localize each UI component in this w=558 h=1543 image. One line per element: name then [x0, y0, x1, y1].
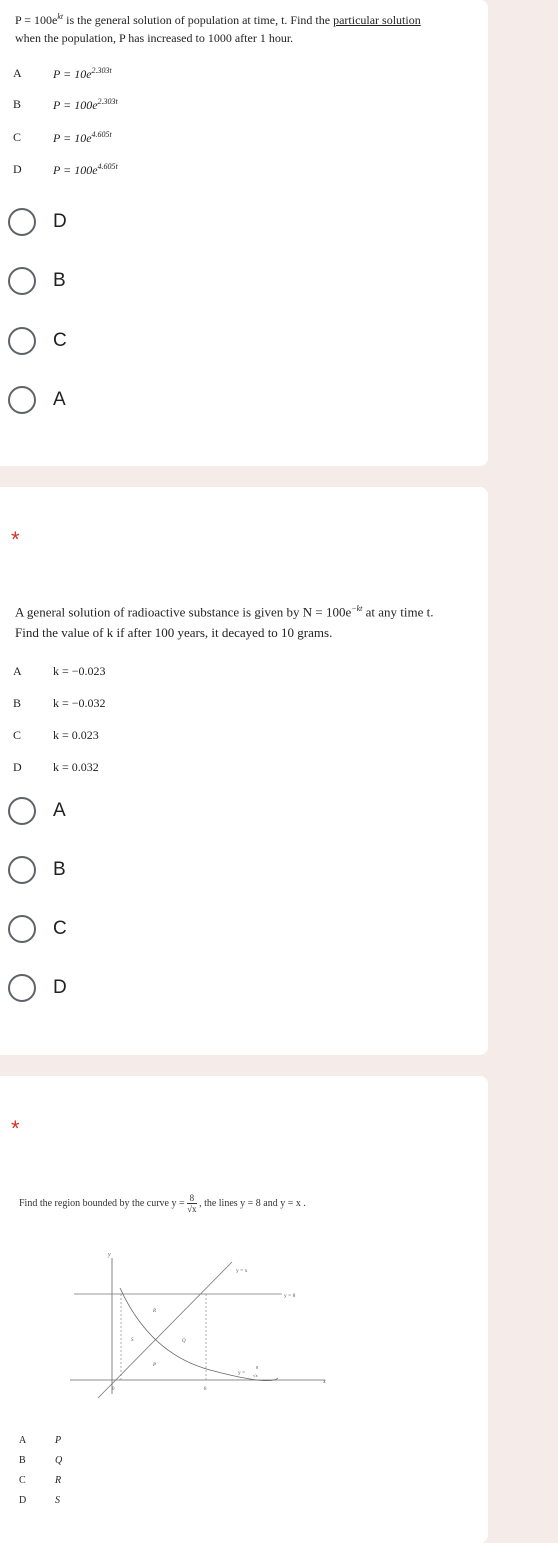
x-axis-label: x	[323, 1379, 326, 1385]
radio-circle-icon[interactable]	[8, 856, 36, 884]
option-exponent: 4.605t	[91, 130, 112, 139]
q3-option-d	[19, 1495, 60, 1506]
option-letter: D	[19, 1495, 27, 1506]
q2-radio-d[interactable]	[8, 974, 208, 1006]
option-letter: A	[19, 1435, 27, 1446]
option-value: Q	[55, 1455, 63, 1466]
option-value: k = −0.023	[53, 664, 106, 678]
q1-option-b	[13, 97, 118, 112]
option-exponent: 4.605t	[97, 162, 118, 171]
q1-radio-c[interactable]	[8, 327, 208, 359]
radio-circle-icon[interactable]	[8, 267, 36, 295]
q2-option-a	[13, 664, 106, 679]
q1-radio-d[interactable]	[8, 208, 208, 240]
radio-circle-icon[interactable]	[8, 208, 36, 236]
option-formula: P = 100e	[53, 163, 98, 177]
radio-label[interactable]: C	[53, 918, 67, 939]
option-letter: D	[13, 760, 22, 774]
q1-option-a	[13, 66, 112, 81]
curve-label-denominator: √x	[253, 1373, 258, 1378]
q3-option-b	[19, 1455, 63, 1466]
q3-text-body: Find the region bounded by the curve y =	[19, 1198, 188, 1209]
q1-radio-a[interactable]	[8, 386, 208, 418]
region-label-s: S	[131, 1338, 134, 1343]
question-3-text	[19, 1192, 306, 1216]
radio-circle-icon[interactable]	[8, 915, 36, 943]
q1-exponent: kt	[57, 12, 64, 21]
question-1-text-line2: when the population, P has increased to 1000 after 1 hour.	[15, 31, 294, 45]
hline-label: y = 8	[284, 1293, 296, 1299]
q2-radio-b[interactable]	[8, 856, 208, 888]
option-letter: B	[13, 97, 22, 111]
q1-option-c	[13, 130, 112, 145]
question-card-2	[0, 487, 488, 1055]
option-value: R	[55, 1475, 62, 1486]
region-label-r: R	[153, 1309, 157, 1314]
option-exponent: 2.303t	[97, 97, 118, 106]
q1-radio-b[interactable]	[8, 267, 208, 299]
question-2-text-line2: Find the value of k if after 100 years, it decayed to 10 grams.	[15, 625, 333, 640]
q1-text-body: is the general solution of population at time, t. Find the	[63, 13, 334, 27]
option-value: k = −0.032	[53, 696, 106, 710]
option-value: k = 0.023	[53, 728, 99, 742]
q1-underlined-text: particular solution	[333, 13, 421, 27]
option-value: P	[55, 1435, 62, 1446]
option-letter: D	[13, 162, 22, 176]
option-formula: P = 10e	[53, 131, 92, 145]
region-label-p: P	[153, 1363, 157, 1368]
q2-text-tail: at any time t.	[362, 604, 434, 620]
radio-label[interactable]: C	[53, 330, 67, 351]
curve-label-numerator: 8	[256, 1365, 259, 1370]
radio-circle-icon[interactable]	[8, 327, 36, 355]
q3-fraction-numerator: 8	[187, 1193, 196, 1204]
required-asterisk: *	[11, 1116, 20, 1141]
option-value: k = 0.032	[53, 760, 99, 774]
option-formula: P = 100e	[53, 98, 98, 112]
q3-option-c	[19, 1475, 62, 1486]
option-letter: C	[19, 1475, 26, 1486]
option-letter: A	[13, 664, 22, 678]
option-value: S	[55, 1495, 60, 1506]
radio-label[interactable]: D	[53, 211, 67, 232]
line-y-equals-x	[98, 1262, 232, 1398]
q2-option-d	[13, 760, 99, 775]
question-card-1	[0, 0, 488, 466]
radio-label[interactable]: A	[53, 389, 66, 410]
radio-label[interactable]: B	[53, 270, 66, 291]
q3-fraction-denominator: √x	[187, 1204, 197, 1215]
curve-label: y =	[238, 1370, 246, 1376]
option-letter: B	[19, 1455, 26, 1466]
q2-radio-a[interactable]	[8, 797, 208, 829]
origin-label: 0	[112, 1387, 115, 1392]
radio-label[interactable]: B	[53, 859, 66, 880]
q3-option-a	[19, 1435, 62, 1446]
region-graph	[60, 1246, 340, 1406]
q2-radio-c[interactable]	[8, 915, 208, 947]
option-letter: C	[13, 130, 22, 144]
required-asterisk: *	[11, 527, 20, 552]
region-label-q: Q	[182, 1339, 186, 1344]
radio-circle-icon[interactable]	[8, 974, 36, 1002]
x-tick-8: 8	[204, 1387, 207, 1392]
y-axis-label: y	[108, 1252, 111, 1258]
q2-option-c	[13, 728, 99, 743]
q1-equation: P = 100e	[15, 13, 58, 27]
radio-label[interactable]: A	[53, 800, 66, 821]
radio-label[interactable]: D	[53, 977, 67, 998]
q2-text-body: A general solution of radioactive substance is given by N = 100e	[15, 604, 352, 620]
line-label: y = x	[236, 1268, 248, 1274]
option-letter: C	[13, 728, 22, 742]
question-card-3	[0, 1076, 488, 1543]
q3-text-tail: , the lines y = 8 and y = x .	[199, 1198, 306, 1209]
q2-exponent: −kt	[351, 604, 363, 613]
q1-option-d	[13, 162, 118, 177]
option-formula: P = 10e	[53, 67, 92, 81]
option-letter: B	[13, 696, 22, 710]
option-exponent: 2.303t	[91, 66, 112, 75]
radio-circle-icon[interactable]	[8, 386, 36, 414]
radio-circle-icon[interactable]	[8, 797, 36, 825]
curve-y-8-over-root-x	[120, 1288, 278, 1381]
q2-option-b	[13, 696, 106, 711]
option-letter: A	[13, 66, 22, 80]
